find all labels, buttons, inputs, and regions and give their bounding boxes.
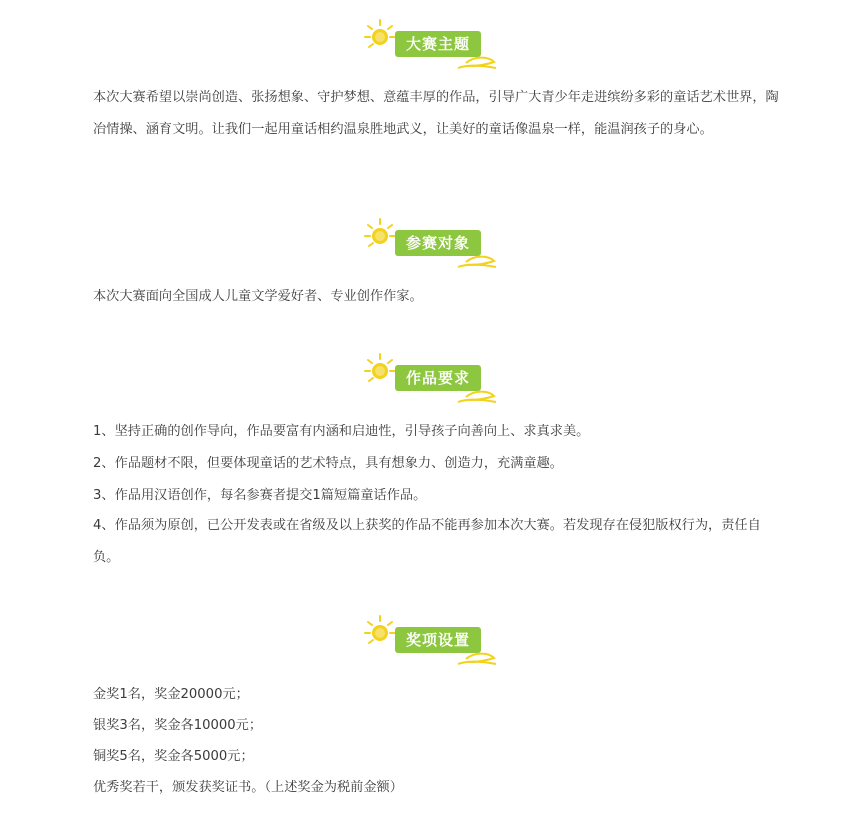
section-badge-theme bbox=[362, 18, 502, 74]
award-item: 优秀奖若干，颁发获奖证书。（上述奖金为税前金额） bbox=[93, 780, 403, 795]
section-title: 奖项设置 bbox=[405, 631, 470, 649]
section-title: 大赛主题 bbox=[405, 35, 470, 53]
theme-paragraph: 本次大赛希望以崇尚创造、张扬想象、守护梦想、意蕴丰厚的作品，引导广大青少年走进缤纷多彩的童话艺术世界，陶冶情操、涵育文明。让我们一起用童话相约温泉胜地武义，让美好的童话像温泉一样，能温润孩子的身心。 bbox=[93, 90, 779, 137]
section-title: 作品要求 bbox=[405, 369, 470, 387]
participants-paragraph: 本次大赛面向全国成人儿童文学爱好者、专业创作作家。 bbox=[93, 289, 423, 304]
section-title: 参赛对象 bbox=[405, 234, 470, 252]
section-badge-requirements bbox=[362, 352, 502, 408]
requirement-item: 3、作品用汉语创作，每名参赛者提交1篇短篇童话作品。 bbox=[93, 488, 427, 503]
requirement-item: 2、作品题材不限，但要体现童话的艺术特点，具有想象力、创造力，充满童趣。 bbox=[93, 456, 563, 471]
award-item: 银奖3名，奖金各10000元； bbox=[93, 718, 263, 733]
requirement-item: 1、坚持正确的创作导向，作品要富有内涵和启迪性，引导孩子向善向上、求真求美。 bbox=[93, 424, 590, 439]
section-badge-awards bbox=[362, 614, 502, 670]
requirement-item: 4、作品须为原创，已公开发表或在省级及以上获奖的作品不能再参加本次大赛。若发现存在侵犯版权行为，责任自负。 bbox=[93, 518, 761, 565]
section-badge-participants bbox=[362, 217, 502, 273]
award-item: 铜奖5名，奖金各5000元； bbox=[93, 749, 254, 764]
award-item: 金奖1名，奖金20000元； bbox=[93, 687, 249, 702]
